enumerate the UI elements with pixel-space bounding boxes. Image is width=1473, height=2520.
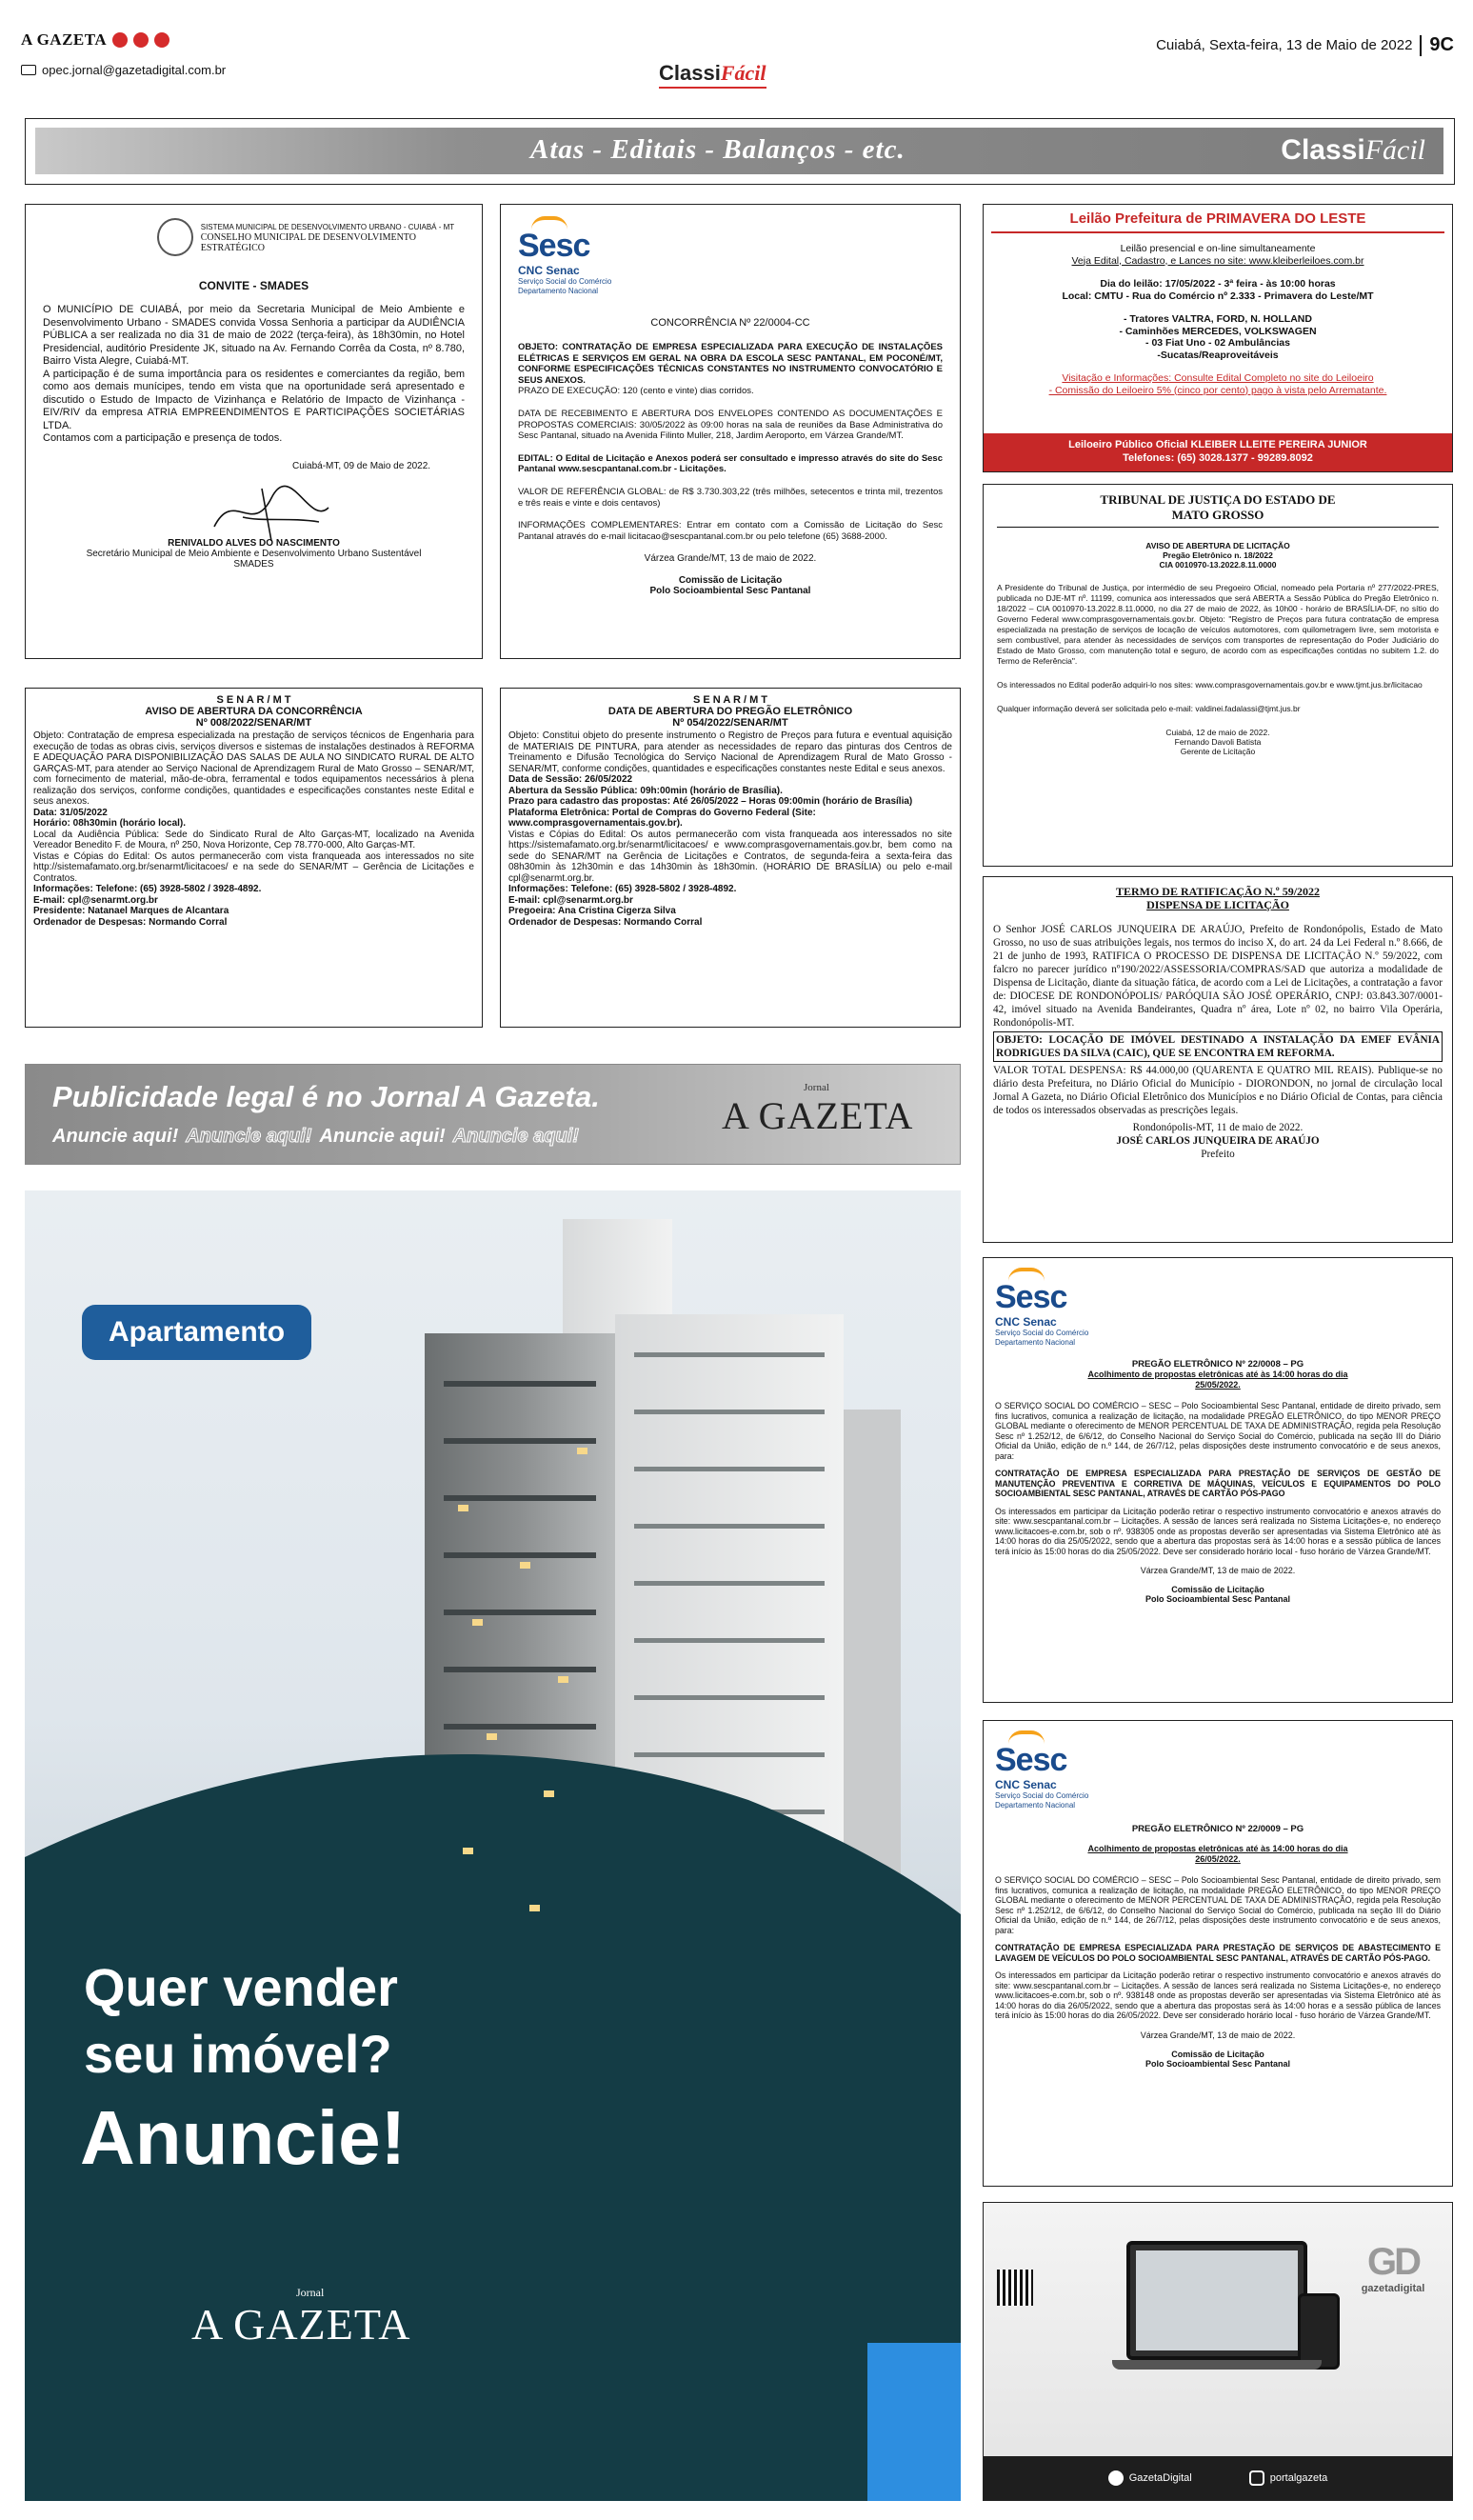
leilao-line-7: - 03 Fiat Uno - 02 Ambulâncias bbox=[1145, 337, 1290, 349]
leilao-footer-2: Telefones: (65) 3028.1377 - 99289.8092 bbox=[1123, 452, 1313, 464]
smades-title: CONVITE - SMADES bbox=[198, 279, 309, 292]
publication-date: Cuiabá, Sexta-feira, 13 de Maio de 2022 bbox=[1156, 37, 1413, 53]
gd-brand-word: gazetadigital bbox=[1361, 2283, 1425, 2294]
senar1-header-1: S E N A R / M T bbox=[216, 694, 291, 706]
publicidade-banner[interactable] bbox=[25, 1064, 961, 1165]
anuncie-3: Anuncie aqui! bbox=[319, 1126, 446, 1147]
instagram-icon bbox=[112, 32, 128, 48]
sesc-concorrencia-notice bbox=[500, 204, 961, 659]
lit-window bbox=[463, 1848, 473, 1854]
sesc-pe1-date: Várzea Grande/MT, 13 de maio de 2022. bbox=[1140, 1566, 1296, 1575]
tjmt-paragraph-3: Qualquer informação deverá ser solicitada pelo e-mail: valdinei.fadalassi@tjmt.jus.br bbox=[997, 704, 1301, 713]
smades-signer-name: RENIVALDO ALVES DO NASCIMENTO bbox=[168, 537, 340, 549]
phone-icon bbox=[1298, 2293, 1340, 2370]
smades-paragraph-3: Contamos com a participação e presença de todos. bbox=[43, 432, 283, 444]
senar2-ordenador: Ordenador de Despesas: Normando Corral bbox=[508, 916, 703, 928]
gd-instagram-handle: portalgazeta bbox=[1269, 2472, 1328, 2484]
senar1-vistas: Vistas e Cópias do Edital: Os autos permanecerão com vista franqueada aos interessados no site http://sistemafamato.org.br/senarmt/licitacoes/ e na sede do SENAR/MT – Gerência de Licitações e Contratos. bbox=[33, 850, 474, 884]
gd-logo-mark: GD bbox=[1367, 2241, 1419, 2283]
senar1-object: Objeto: Contratação de empresa especializada na prestação de serviços técnicos de Engenharia para execução de todas as obras civis, serviços diversos e sistemas de instalações destinados à REFORMA E ADEQUAÇÃO PARA DISPONIBILIZAÇÃO DAS SALAS DE AULA NO SINDICATO RURAL DE ALTO GARÇAS-MT, para atender ao Serviço Nacional de Aprendizagem Rural de Mato Grosso – SENAR/MT, com fornecimento de material, mão-de-obra, ferramental e todos equipamentos necessários à plena realização dos serviços, conforme condições, quantidades e especificações constantes neste Edital e seus anexos. bbox=[33, 730, 474, 807]
gd-facebook-handle: GazetaDigital bbox=[1128, 2472, 1192, 2484]
classi-word: Classi bbox=[659, 61, 721, 85]
senar2-header-2: DATA DE ABERTURA DO PREGÃO ELETRÔNICO bbox=[607, 706, 853, 717]
banner-sections: Atas - Editais - Balanços - etc. bbox=[530, 134, 906, 165]
sesc-cc-title: CONCORRÊNCIA Nº 22/0004-CC bbox=[650, 317, 810, 329]
sesc-pe2-paragraph-1: O SERVIÇO SOCIAL DO COMÉRCIO – SESC – Polo Socioambiental Sesc Pantanal, entidade de direito privado, sem fins lucrativos, comunica a realização de licitação, na modalidade PREGÃO ELETRÔNICO, do tipo MENOR PREÇO GLOBAL mediante o oferecimento de MENOR PERCENTUAL DE TAXA DE ADMINISTRAÇÃO, regida pela Resolução Sesc nº 1.252/12, de 6/6/12, do Conselho Nacional do Serviço Social do Comércio, publicada na seção III do Diário Oficial da União, edição de n.º 144, de 26/7/12, pelas disposições deste instrumento convocatório e de seus anexos, para: bbox=[995, 1875, 1441, 1935]
leilao-footer-1: Leiloeiro Público Oficial KLEIBER LLEITE PEREIRA JUNIOR bbox=[1068, 439, 1367, 450]
leilao-notice bbox=[983, 204, 1453, 472]
leilao-line-5: - Tratores VALTRA, FORD, N. HOLLAND bbox=[1124, 313, 1312, 325]
facebook-icon bbox=[154, 32, 169, 48]
brand-name: A GAZETA bbox=[21, 30, 108, 49]
tjmt-subtitle-3: CIA 0010970-13.2022.8.11.0000 bbox=[1159, 560, 1277, 570]
senar1-header-3: Nº 008/2022/SENAR/MT bbox=[195, 717, 312, 729]
banner-facil-word: Fácil bbox=[1364, 134, 1425, 166]
tjmt-notice bbox=[983, 484, 1453, 867]
sesc-pe2-paragraph-2: CONTRATAÇÃO DE EMPRESA ESPECIALIZADA PARA PRESTAÇÃO DE SERVIÇOS DE ABASTECIMENTO E LAVAGEM DE VEÍCULOS DO POLO SOCIOAMBIENTAL SESC PANTANAL, ATRAVÉS DE CARTÃO PÓS-PAGO. bbox=[995, 1943, 1441, 1963]
ratificacao-paragraph-2: VALOR TOTAL DESPENSA: R$ 44.000,00 (QUARENTA E QUATRO MIL REAIS). Publique-se no diário desta Prefeitura, no Diário Oficial do Município - DIORONDON, no jornal de circulação local Jornal A Gazeta, no Diário Oficial Eletrônico dos Municípios e no Diário Oficial de Contas, para ciência de todos os interessados observadas as prescrições legais. bbox=[993, 1065, 1443, 1116]
banner-classi-word: Classi bbox=[1281, 134, 1365, 166]
senar1-date: Data: 31/05/2022 bbox=[33, 807, 108, 818]
tjmt-title-2: MATO GROSSO bbox=[997, 508, 1439, 528]
gd-logo bbox=[1350, 2241, 1436, 2294]
email-line bbox=[21, 63, 226, 77]
sesc-pe1-logo bbox=[995, 1268, 1441, 1348]
sesc-pe1-signer-1: Comissão de Licitação bbox=[1171, 1585, 1264, 1594]
lit-window bbox=[458, 1505, 468, 1511]
tjmt-signer-name: Fernando Davoli Batista bbox=[1174, 737, 1262, 747]
senar2-date: Data de Sessão: 26/05/2022 bbox=[508, 774, 633, 785]
sesc-pe2-caption-2: Departamento Nacional bbox=[995, 1801, 1076, 1810]
senar1-info: Informações: Telefone: (65) 3928-5802 / 3928-4892. bbox=[33, 884, 262, 894]
leilao-line-6: - Caminhões MERCEDES, VOLKSWAGEN bbox=[1119, 325, 1317, 337]
smades-paragraph-1: O MUNICÍPIO DE CUIABÁ, por meio da Secretaria Municipal de Meio Ambiente e Desenvolvimento Urbano - SMADES convida Vossa Senhoria a participar da AUDIÊNCIA PÚBLICA a ser realizada no dia 31 de maio de 2022 (terça-feira), às 18h30min, no Hotel Presidencial, auditório Presidente JK, situado na Av. Fernando Corrêa da Costa, nº 8.780, Bairro Vista Alegre, Cuiabá-MT. bbox=[43, 304, 465, 367]
twitter-icon bbox=[133, 32, 149, 48]
sesc-pe2-date: Várzea Grande/MT, 13 de maio de 2022. bbox=[1140, 2030, 1296, 2040]
apartamento-headline-3: Anuncie! bbox=[80, 2095, 407, 2180]
sesc-cc-edital: EDITAL: O Edital de Licitação e Anexos poderá ser consultado e impresso através do site do Sesc Pantanal www.sescpantanal.com.br - Licitações. bbox=[518, 452, 943, 475]
senar2-vistas: Vistas e Cópias do Edital: Os autos permanecerão com vista franqueada aos interessados no site https://sistemafamato.org.br/senarmt/licitacoes/ e www.comprasgovernamentais.gov.br, bem como na sede do SENAR/MT na Gerência de Licitações e Contratos, de segunda-feira a sexta-feira das 08h30min às 12h30min e das 14h30min às 18h30min. (HORÁRIO DE BRASÍLIA) ou pelo e-mail cpl@senarmt.org.br. bbox=[508, 829, 952, 884]
smades-paragraph-2: A participação é de suma importância para os residentes e comerciantes da região, bem como aos demais munícipes, tendo em vista que na oportunidade será apresentado e discutido o Estudo de Impacto de Vizinhança e Relatório de Impacto de Vizinhança - EIV/RIV da empresa ATRIA EMPREENDIMENTOS E PARTICIPAÇÕES SOCIETÁRIAS LTDA. bbox=[43, 368, 465, 431]
senar2-pregoeira: Pregoeira: Ana Cristina Cigerza Silva bbox=[508, 906, 676, 916]
apartamento-tag: Apartamento bbox=[82, 1305, 311, 1360]
qr-code-icon bbox=[997, 2270, 1033, 2306]
senar2-header-1: S E N A R / M T bbox=[692, 694, 768, 706]
leilao-title: Leilão Prefeitura de PRIMAVERA DO LESTE bbox=[1069, 210, 1366, 227]
sesc-cc-valor: VALOR DE REFERÊNCIA GLOBAL: de R$ 3.730.303,22 (três milhões, setecentos e trinta mil, trezentos e três reais e vinte e dois centavos) bbox=[518, 486, 943, 509]
ratificacao-signer-name: JOSÉ CARLOS JUNQUEIRA DE ARAÚJO bbox=[1116, 1135, 1320, 1147]
leilao-line-10: - Comissão do Leiloeiro 5% (cinco por cento) pago à vista pelo Arrematante. bbox=[1048, 384, 1387, 396]
senar1-time: Horário: 08h30min (horário local). bbox=[33, 818, 187, 829]
tjmt-paragraph-2: Os interessados no Edital poderão adquiri-lo nos sites: www.comprasgovernamentais.gov.br e www.tjmt.jus.br/licitacao bbox=[997, 680, 1423, 690]
ratificacao-date: Rondonópolis-MT, 11 de maio de 2022. bbox=[1132, 1122, 1304, 1133]
contact-email[interactable]: opec.jornal@gazetadigital.com.br bbox=[42, 63, 227, 77]
apartamento-gazeta-logo bbox=[191, 2286, 439, 2362]
laptop-base-icon bbox=[1112, 2360, 1322, 2370]
sesc-cc-prazo: PRAZO DE EXECUÇÃO: 120 (cento e vinte) dias corridos. bbox=[518, 386, 754, 397]
handwritten-signature-icon bbox=[205, 479, 338, 546]
ratificacao-object: OBJETO: LOCAÇÃO DE IMÓVEL DESTINADO A INSTALAÇÃO DA EMEF EVÂNIA RODRIGUES DA SILVA (CAIC), QUE SE ENCONTRA EM REFORMA. bbox=[993, 1031, 1443, 1062]
page-header bbox=[21, 29, 1454, 93]
apartamento-headline-1: Quer vender bbox=[84, 1957, 398, 2017]
gazeta-digital-ad[interactable] bbox=[983, 2202, 1453, 2501]
senar2-email: E-mail: cpl@senarmt.org.br bbox=[508, 894, 633, 906]
header-underline bbox=[659, 87, 766, 89]
leilao-line-9: Visitação e Informações: Consulte Edital Completo no site do Leiloeiro bbox=[1062, 372, 1374, 384]
leilao-line-1: Leilão presencial e on-line simultaneamente bbox=[1120, 243, 1316, 254]
anuncie-4: Anuncie aqui! bbox=[452, 1126, 579, 1147]
senar1-email: E-mail: cpl@senarmt.org.br bbox=[33, 894, 158, 906]
smades-org-2: CONSELHO MUNICIPAL DE DESENVOLVIMENTO ESTRATÉGICO bbox=[200, 231, 416, 253]
ratificacao-notice bbox=[983, 876, 1453, 1243]
publicidade-gazeta-logo bbox=[722, 1082, 931, 1149]
lit-window bbox=[529, 1905, 540, 1911]
senar1-president: Presidente: Natanael Marques de Alcantara bbox=[33, 906, 229, 916]
sesc-pe1-subtitle: CNC Senac bbox=[995, 1315, 1057, 1329]
publicidade-jornal-word: Jornal bbox=[804, 1082, 829, 1093]
sesc-pe2-title: PREGÃO ELETRÔNICO Nº 22/0009 – PG bbox=[1131, 1824, 1304, 1834]
sesc-pe1-caption-1: Serviço Social do Comércio bbox=[995, 1329, 1089, 1337]
senar-pregao-notice bbox=[500, 688, 961, 1028]
smades-notice bbox=[25, 204, 483, 659]
tjmt-signer-role: Gerente de Licitação bbox=[1180, 747, 1256, 756]
senar2-info: Informações: Telefone: (65) 3928-5802 / 3928-4892. bbox=[508, 884, 737, 894]
sesc-pe2-caption-1: Serviço Social do Comércio bbox=[995, 1791, 1089, 1800]
sesc-pe1-subtitle-line: Acolhimento de propostas eletrônicas até às 14:00 horas do dia 25/05/2022. bbox=[1087, 1370, 1348, 1390]
lit-window bbox=[577, 1448, 587, 1454]
senar2-prazo: Prazo para cadastro das propostas: Até 26/05/2022 – Horas 09:00min (horário de Brasília) bbox=[508, 796, 913, 807]
senar1-header-2: AVISO DE ABERTURA DA CONCORRÊNCIA bbox=[145, 706, 363, 717]
sesc-cc-object: OBJETO: CONTRATAÇÃO DE EMPRESA ESPECIALIZADA PARA EXECUÇÃO DE INSTALAÇÕES ELÉTRICAS E SERVIÇOS EM GERAL NA OBRA DA ESCOLA SESC PANTANAL, EM POCONÉ/MT, CONFORME ESPECIFICAÇÕES TÉCNICAS CONSTANTES NO INSTRUMENTO CONVOCATÓRIO E SEUS ANEXOS. bbox=[518, 342, 943, 386]
sesc-pe2-logo bbox=[995, 1730, 1441, 1810]
sesc-caption-2: Departamento Nacional bbox=[518, 287, 599, 295]
lit-window bbox=[544, 1790, 554, 1797]
instagram-icon bbox=[1249, 2470, 1264, 2486]
sesc-pe1-caption-2: Departamento Nacional bbox=[995, 1338, 1076, 1347]
publicidade-anuncie-row bbox=[52, 1126, 579, 1148]
senar2-object: Objeto: Constitui objeto do presente instrumento o Registro de Preços para futura e eventual aquisição de MATERIAIS DE PINTURA, para atender as necessidades de reparo das pinturas dos Centros de Treinamento e Difusão Tecnológica do Serviço Nacional de Aprendizagem Rural de Mato Grosso - SENAR/MT, conforme condições, quantidades e especificações constantes neste Edital e seus anexos. bbox=[508, 730, 952, 774]
tjmt-title-1: TRIBUNAL DE JUSTIÇA DO ESTADO DE bbox=[1100, 492, 1336, 507]
sesc-wordmark: Sesc bbox=[518, 228, 590, 264]
sesc-pe1-wordmark: Sesc bbox=[995, 1279, 1067, 1315]
smades-date: Cuiabá-MT, 09 de Maio de 2022. bbox=[292, 460, 431, 471]
sesc-pe1-paragraph-3: Os interessados em participar da Licitação poderão retirar o respectivo instrumento convocatório e anexos através do site: www.sescpantanal.com.br – Licitações. A sessão de lances será realizada no Sistema Licitações-e, no endereço www.licitacoes-e.com.br, sob o nº. 938305 onde as propostas deverão ser apresentadas via Sistema Eletrônico até às 14:00 horas do dia 25/05/2022, sendo que a abertura das propostas será às 14:00 horas e a sessão pública de lances terá início às 15:00 horas do dia 25/05/2022. Deve ser considerado horário local - fuso horário de Várzea Grande/MT. bbox=[995, 1506, 1441, 1556]
sesc-pe1-paragraph-1: O SERVIÇO SOCIAL DO COMÉRCIO – SESC – Polo Socioambiental Sesc Pantanal, entidade de direito privado, sem fins lucrativos, comunica a realização de licitação, na modalidade PREGÃO ELETRÔNICO, do tipo MENOR PREÇO GLOBAL mediante o oferecimento de MENOR PERCENTUAL DE TAXA DE ADMINISTRAÇÃO, regida pela Resolução Sesc nº 1.252/12, de 6/6/12, do Conselho Nacional do Serviço Social do Comércio, publicada na seção III do Diário Oficial da União, edição de n.º 144, de 26/7/12, pelas disposições deste instrumento convocatório e de seus anexos, para: bbox=[995, 1401, 1441, 1461]
date-line bbox=[1156, 34, 1454, 56]
apartamento-ad[interactable] bbox=[25, 1190, 961, 2501]
smades-org-1: SISTEMA MUNICIPAL DE DESENVOLVIMENTO URBANO - CUIABÁ - MT bbox=[200, 222, 455, 231]
sesc-cc-data: DATA DE RECEBIMENTO E ABERTURA DOS ENVELOPES CONTENDO AS DOCUMENTAÇÕES E PROPOSTAS COMERCIAIS: 30/05/2022 às 09:00 horas na sala de reuniões da Base Administrativa do Sesc Pantanal, situado na Avenida Filinto Muller, 218, Jardim Aeroporto, em Várzea Grande/MT. bbox=[518, 408, 943, 442]
apartamento-headline-2: seu imóvel? bbox=[84, 2024, 392, 2084]
sesc-subtitle: CNC Senac bbox=[518, 264, 580, 277]
gd-social-bar bbox=[984, 2456, 1452, 2500]
tjmt-subtitle-2: Pregão Eletrônico n. 18/2022 bbox=[1163, 550, 1273, 560]
sesc-cc-info: INFORMAÇÕES COMPLEMENTARES: Entrar em contato com a Comissão de Licitação do Sesc Pantanal através do e-mail licitacao@sescpantanal.com.br ou pelo telefone (65) 3688-2000. bbox=[518, 520, 943, 542]
leilao-footer bbox=[984, 433, 1452, 471]
leilao-line-8: -Sucatas/Reaproveitáveis bbox=[1157, 349, 1279, 361]
smades-seal-icon bbox=[157, 218, 193, 256]
publicidade-gazeta-word: A GAZETA bbox=[722, 1094, 914, 1137]
senar1-local: Local da Audiência Pública: Sede do Sindicato Rural de Alto Garças-MT, localizado na Avenida Vereador Benedito F. de Moura, nº 250, Nova Horizonte, Cep 78.770-000, Alto Garças-MT. bbox=[33, 829, 474, 850]
gd-facebook-link[interactable] bbox=[1108, 2470, 1192, 2486]
smades-logo-row bbox=[157, 218, 465, 256]
tjmt-paragraph-1: A Presidente do Tribunal de Justiça, por intermédio de seu Pregoeiro Oficial, nomeado pela Portaria nº 277/2022-PRES, publicada no DJE-MT nº. 11199, comunica aos interessados que será ABERTA a Sessão Pública do Pregão Eletrônico n. 18/2022 – CIA 0010970-13.2022.8.11.0000, no dia 27 de maio de 2022, às 10h00 - horário de BRASÍLIA-DF, no sítio do Governo Federal www.comprasgovernamentais.gov.br. Objeto: "Registro de Preços para futura contratação de empresa especializada na prestação de serviços de locação de veículos automotores, com quilometragem livre, sem motorista e sem combustível, para atender às necessidades de serviços com transportes de representação do Poder Judiciário do Estado de Mato Grosso, com manutenção total e seguro, de acordo com as especificações contidas no subitem 1.2. do Termo de Referência". bbox=[997, 583, 1439, 666]
senar-concorrencia-notice bbox=[25, 688, 483, 1028]
anuncie-2: Anuncie aqui! bbox=[186, 1126, 312, 1147]
smades-signer-org: SMADES bbox=[233, 558, 274, 570]
facebook-icon bbox=[1108, 2470, 1124, 2486]
sesc-pe1-title: PREGÃO ELETRÔNICO Nº 22/0008 – PG bbox=[1131, 1359, 1304, 1370]
tjmt-date: Cuiabá, 12 de maio de 2022. bbox=[1165, 728, 1270, 737]
leilao-line-2[interactable]: Veja Edital, Cadastro, e Lances no site: www.kleiberleiloes.com.br bbox=[1071, 254, 1364, 267]
senar1-ordenador: Ordenador de Despesas: Normando Corral bbox=[33, 916, 228, 928]
sesc-pe2-signer-2: Polo Socioambiental Sesc Pantanal bbox=[1145, 2058, 1291, 2069]
sesc-cc-signer-1: Comissão de Licitação bbox=[678, 575, 783, 587]
sesc-pe2-subtitle: CNC Senac bbox=[995, 1778, 1057, 1791]
sesc-pe2-wordmark: Sesc bbox=[995, 1742, 1067, 1778]
apartamento-gazeta-word: A GAZETA bbox=[191, 2300, 411, 2349]
tjmt-subtitle-1: AVISO DE ABERTURA DE LICITAÇÃO bbox=[1145, 541, 1290, 550]
leilao-line-3: Dia do leilão: 17/05/2022 - 3ª feira - às 10:00 horas bbox=[1100, 278, 1336, 290]
lit-window bbox=[520, 1562, 530, 1569]
smades-signature bbox=[43, 471, 465, 538]
smades-signer-role: Secretário Municipal de Meio Ambiente e Desenvolvimento Urbano Sustentável bbox=[86, 548, 422, 559]
sesc-pe2-paragraph-3: Os interessados em participar da Licitação poderão retirar o respectivo instrumento convocatório e anexos através do site: www.sescpantanal.com.br – Licitações. A sessão de lances será realizada no Sistema Licitações-e, no endereço www.licitacoes-e.com.br, sob o nº. 938148 onde as propostas deverão ser apresentadas via Sistema Eletrônico até às 14:00 horas do dia 26/05/2022, sendo que a abertura das propostas será às 14:00 horas e a sessão pública de lances terá início às 15:00 horas do dia 26/05/2022. Deve ser considerado horário local - fuso horário de Várzea Grande/MT. bbox=[995, 1970, 1441, 2020]
device-screen-inner bbox=[1136, 2250, 1298, 2350]
ratificacao-paragraph-1: O Senhor JOSÉ CARLOS JUNQUEIRA DE ARAÚJO, Prefeito de Rondonópolis, Estado de Mato Grosso, no uso de suas atribuições legais, nos termos do inciso X, do art. 24 da Lei Federal n.º 8.666, de 21 de junho de 1993, RATIFICA O PROCESSO DE DISPENSA DE LICITAÇÃO N.º 59/2022, com falcro no parecer jurídico nº190/2022/ASSESSORIA/COMPRAS/SAD que autoriza a modalidade de Dispensa de Licitação, diante da situação fática, de acordo com a Lei de Licitações, a contratação a favor de: DIOCESE DE RONDONÓPOLIS/ PARÓQUIA SÃO JOSÉ OPERÁRIO, CNPJ: 03.843.307/0001-42, imóvel situado na Avenida Bandeirantes, Quadra nº área, Lote nº 02, no bairro Vila Operária, Rondonópolis-MT. bbox=[993, 924, 1443, 1029]
sesc-pe1-signer-2: Polo Socioambiental Sesc Pantanal bbox=[1145, 1594, 1291, 1604]
ratificacao-signer-role: Prefeito bbox=[1201, 1149, 1235, 1160]
section-banner bbox=[25, 118, 1455, 185]
apartamento-jornal-word: Jornal bbox=[296, 2286, 325, 2299]
leilao-body bbox=[984, 233, 1452, 396]
gazeta-brand bbox=[21, 30, 169, 50]
gd-instagram-link[interactable] bbox=[1249, 2470, 1328, 2486]
ratificacao-title-2: DISPENSA DE LICITAÇÃO bbox=[1146, 898, 1289, 911]
lit-window bbox=[558, 1676, 568, 1683]
banner-classi-facil bbox=[1281, 134, 1425, 167]
senar2-plataforma: Plataforma Eletrônica: Portal de Compras do Governo Federal (Site: www.comprasgovernamentais.gov.br). bbox=[508, 807, 816, 829]
leilao-line-4: Local: CMTU - Rua do Comércio nº 2.333 - Primavera do Leste/MT bbox=[1062, 290, 1374, 302]
sesc-cc-date: Várzea Grande/MT, 13 de maio de 2022. bbox=[644, 553, 817, 565]
page-number: 9C bbox=[1429, 34, 1454, 55]
facil-word: Fácil bbox=[720, 61, 766, 85]
building-illustration-icon bbox=[25, 1190, 961, 2501]
sesc-pe2-subtitle-line: Acolhimento de propostas eletrônicas até às 14:00 horas do dia 26/05/2022. bbox=[1087, 1844, 1348, 1864]
sesc-pregao-1-notice bbox=[983, 1257, 1453, 1703]
classi-facil-header-logo bbox=[659, 61, 766, 89]
publicidade-title: Publicidade legal é no Jornal A Gazeta. bbox=[52, 1080, 600, 1113]
sesc-caption-1: Serviço Social do Comércio bbox=[518, 277, 612, 286]
sesc-pe1-paragraph-2: CONTRATAÇÃO DE EMPRESA ESPECIALIZADA PARA PRESTAÇÃO DE SERVIÇOS DE GESTÃO DE MANUTENÇÃO PREVENTIVA E CORRETIVA DE MÁQUINAS, VEÍCULOS E EQUIPAMENTOS DO POLO SOCIOAMBIENTAL SESC PANTANAL, ATRAVÉS DE CARTÃO PÓS-PAGO bbox=[995, 1469, 1441, 1498]
lit-window bbox=[487, 1733, 497, 1740]
senar2-header-3: Nº 054/2022/SENAR/MT bbox=[672, 717, 788, 729]
lit-window bbox=[472, 1619, 483, 1626]
ratificacao-title-1: TERMO DE RATIFICAÇÃO N.º 59/2022 bbox=[1115, 885, 1321, 898]
sesc-pregao-2-notice bbox=[983, 1720, 1453, 2187]
senar2-abertura: Abertura da Sessão Pública: 09h:00min (horário de Brasília). bbox=[508, 785, 783, 796]
sesc-pe2-signer-1: Comissão de Licitação bbox=[1171, 2049, 1264, 2059]
anuncie-1: Anuncie aqui! bbox=[52, 1126, 179, 1147]
sesc-cc-signer-2: Polo Socioambiental Sesc Pantanal bbox=[649, 586, 811, 597]
page-divider bbox=[1420, 35, 1422, 56]
mail-icon bbox=[21, 65, 36, 75]
sesc-logo bbox=[518, 216, 943, 296]
smades-org-names bbox=[201, 222, 465, 253]
